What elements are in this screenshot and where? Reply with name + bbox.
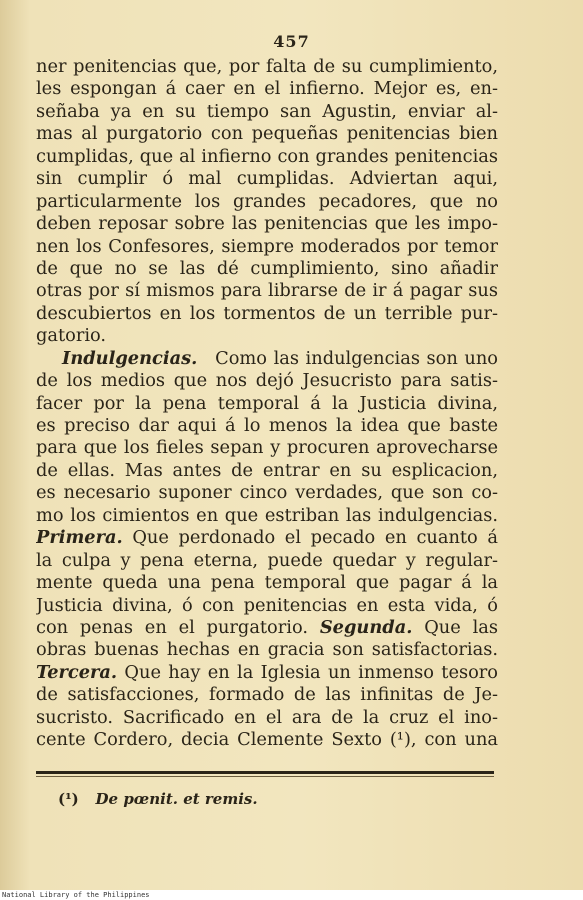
text-fragment: Que las	[424, 616, 498, 638]
text-line: para que los fieles sepan y procuren aprovecharse	[36, 437, 498, 459]
section-heading: Indulgencias.	[62, 347, 198, 369]
text-line: es preciso dar aqui á lo menos la idea que baste	[36, 415, 498, 436]
text-line: señaba ya en su tiempo san Agustin, enviar al-	[36, 100, 498, 122]
text-fragment: cente Cordero, decia Clemente Sexto	[36, 729, 382, 751]
text-line: deben reposar sobre las penitencias que les impo-	[36, 213, 498, 235]
text-line: de los medios que nos dejó Jesucristo para satis-	[36, 370, 498, 392]
footnote-reference[interactable]: (¹)	[389, 729, 411, 751]
footnote-text: De pœnit. et remis.	[95, 790, 258, 808]
text-line: facer por la pena temporal á la Justicia divina,	[36, 392, 498, 414]
text-line: de que no se las dé cumplimiento, sino añadir	[36, 257, 498, 279]
text-line: les espongan á caer en el infierno. Mejor es, en-	[36, 78, 498, 100]
text-line: mas al purgatorio con pequeñas penitencias bien	[36, 123, 498, 145]
text-line: sucristo. Sacrificado en el ara de la cruz el ino-	[36, 706, 498, 728]
text-line	[36, 662, 498, 684]
text-line: particularmente los grandes pecadores, que no	[36, 190, 498, 212]
paragraph-start	[36, 348, 498, 370]
text-line	[36, 527, 498, 549]
library-credit: National Library of the Philippines	[0, 890, 583, 900]
text-fragment: , con una	[410, 729, 498, 751]
text-fragment: Que perdonado el pecado en cuanto á	[132, 527, 498, 549]
text-fragment: Que hay en la Iglesia un inmenso tesoro	[124, 661, 498, 683]
text-line: mo los cimientos en que estriban las indulgencias.	[36, 504, 498, 526]
text-line: cumplidas, que al infierno con grandes penitencias	[36, 145, 498, 167]
text-fragment: Como las indulgencias son uno	[215, 347, 498, 369]
footnote-divider	[36, 771, 494, 774]
text-line	[36, 617, 498, 639]
text-fragment: con penas en el purgatorio.	[36, 616, 308, 638]
text-line: descubiertos en los tormentos de un terrible pur-	[36, 302, 498, 324]
body-text	[36, 56, 498, 752]
text-line: mente queda una pena temporal que pagar á la	[36, 572, 498, 594]
text-line: de satisfacciones, formado de las infinitas de Je-	[36, 684, 498, 706]
enumeration-label: Tercera.	[36, 661, 118, 683]
text-line: la culpa y pena eterna, puede quedar y regular-	[36, 549, 498, 571]
page-number: 457	[273, 32, 310, 51]
footnote-divider-thin	[36, 776, 494, 777]
text-line: ner penitencias que, por falta de su cumplimiento,	[36, 56, 498, 77]
footnote-mark: (¹)	[58, 790, 79, 808]
footnote	[58, 790, 258, 808]
text-line: Justicia divina, ó con penitencias en esta vida, ó	[36, 594, 498, 616]
enumeration-label: Segunda.	[319, 616, 413, 638]
text-line: es necesario suponer cinco verdades, que son co-	[36, 482, 498, 504]
text-line	[36, 729, 498, 751]
text-line: nen los Confesores, siempre moderados por temor	[36, 235, 498, 257]
text-line: gatorio.	[36, 325, 107, 347]
text-line: de ellas. Mas antes de entrar en su esplicacion,	[36, 459, 498, 481]
text-line: otras por sí mismos para librarse de ir á pagar sus	[36, 280, 498, 302]
text-line: sin cumplir ó mal cumplidas. Adviertan aqui,	[36, 168, 498, 190]
text-line: obras buenas hechas en gracia son satisfactorias.	[36, 639, 498, 661]
enumeration-label: Primera.	[36, 527, 123, 549]
